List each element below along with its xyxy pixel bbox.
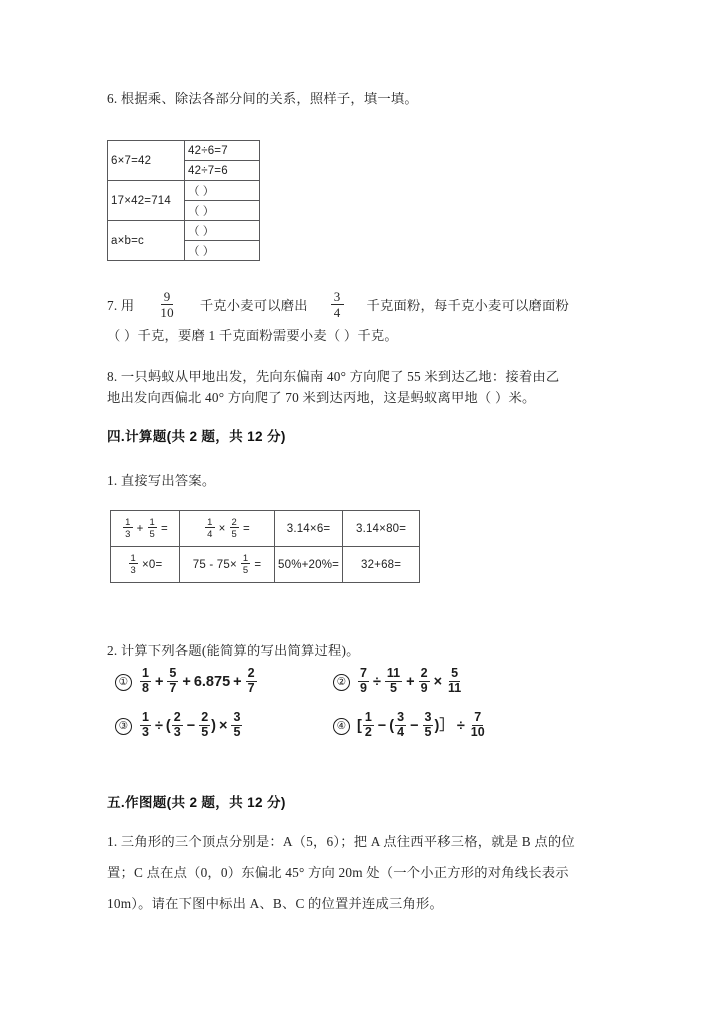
operator: −	[186, 717, 196, 734]
relations-left-0: 6×7=42	[108, 141, 185, 181]
table-row	[111, 547, 420, 583]
relations-right-1-0[interactable]: （ ）	[185, 181, 260, 201]
expression-2-label: ②	[333, 674, 350, 691]
literal: 32+68=	[360, 558, 402, 571]
section-4-heading: 四.计算题(共 2 题，共 12 分)	[107, 429, 286, 444]
question-7-mid-2: 千克面粉，每千克小麦可以磨面粉	[366, 298, 569, 314]
relations-table	[107, 140, 260, 261]
section-5-heading: 五.作图题(共 2 题，共 12 分)	[107, 795, 286, 810]
fraction: $\frac{5}{7}$	[169, 666, 177, 696]
operator: ÷	[154, 717, 163, 734]
operator: ×	[433, 673, 443, 690]
operator: +	[154, 673, 164, 690]
fraction: $\frac{1}{5}$	[149, 515, 155, 539]
operator: =	[254, 558, 262, 571]
fraction: $\frac{11}{5}$	[386, 666, 401, 696]
oral-cell-0-3[interactable]	[343, 511, 420, 547]
section-4-q2-prompt: 2. 计算下列各题(能简算的写出简算过程)。	[107, 643, 360, 658]
operator: +	[136, 522, 144, 535]
fraction: $\frac{1}{4}$	[207, 515, 213, 539]
fraction: $\frac{5}{11}$	[448, 666, 462, 696]
oral-cell-1-0[interactable]	[111, 547, 180, 583]
operator: −	[377, 717, 387, 734]
oral-cell-0-1[interactable]	[180, 511, 275, 547]
operator: +	[406, 673, 415, 690]
question-7-line-1	[107, 291, 569, 320]
fraction: $\frac{2}{7}$	[247, 666, 255, 696]
fraction: $\frac{1}{8}$	[142, 666, 149, 696]
fraction: $\frac{2}{3}$	[173, 710, 181, 740]
literal: )	[434, 717, 440, 734]
literal: 75 - 75×	[192, 558, 237, 571]
operator: ×	[218, 522, 226, 535]
oral-cell-1-1[interactable]	[180, 547, 275, 583]
expression-1	[115, 668, 258, 696]
fraction: $\frac{1}{3}$	[125, 515, 131, 539]
oral-cell-0-0[interactable]	[111, 511, 180, 547]
relations-right-0-0: 42÷6=7	[185, 141, 260, 161]
literal: 50%+20%=	[278, 558, 340, 571]
operator: +	[182, 673, 191, 690]
expression-1-label: ①	[115, 674, 132, 691]
expression-4-row	[333, 712, 488, 740]
fraction: $\frac{2}{9}$	[420, 666, 428, 696]
fraction: $\frac{3}{5}$	[424, 710, 432, 740]
question-8-line-1: 8. 一只蚂蚁从甲地出发，先向东偏南 40° 方向爬了 55 米到达乙地：接着由乙	[107, 369, 560, 384]
expression-2-row	[333, 668, 464, 696]
operator: ÷	[372, 673, 381, 690]
literal: 3.14×6=	[286, 522, 331, 535]
question-7-prefix: 7. 用	[107, 298, 135, 314]
literal: [	[357, 717, 362, 734]
expression-3-label: ③	[115, 718, 132, 735]
expression-3	[115, 712, 243, 740]
literal: ］	[439, 717, 454, 734]
fraction: $\frac{3}{4}$	[397, 710, 405, 740]
fraction: $\frac{3}{5}$	[233, 710, 241, 740]
oral-cell-0-2[interactable]	[275, 511, 343, 547]
table-row	[111, 511, 420, 547]
question-7-line-2: （ ）千克，要磨 1 千克面粉需要小麦（ ）千克。	[107, 328, 398, 343]
fraction: $\frac{2}{5}$	[231, 515, 237, 539]
literal: 3.14×80=	[355, 522, 407, 535]
table-row	[108, 181, 260, 201]
question-8-line-2: 地出发向西偏北 40° 方向爬了 70 米到达丙地，这是蚂蚁离甲地（ ）米。	[107, 390, 536, 405]
oral-calculation-table	[110, 510, 420, 583]
section-5-q1-line-1: 1. 三角形的三个顶点分别是：A（5，6）；把 A 点往西平移三格，就是 B 点的位	[107, 834, 575, 849]
section-4-q1-prompt: 1. 直接写出答案。	[107, 473, 216, 488]
expression-3-row	[115, 712, 243, 740]
oral-cell-1-2[interactable]	[275, 547, 343, 583]
relations-right-2-0[interactable]: （ ）	[185, 221, 260, 241]
fraction: $\frac{1}{3}$	[130, 551, 136, 575]
fraction: $\frac{7}{10}$	[470, 710, 485, 740]
relations-left-2: a×b=c	[108, 221, 185, 261]
operator: ×	[218, 717, 228, 734]
question-7-mid-1: 千克小麦可以磨出	[199, 298, 308, 314]
operator: =	[160, 522, 168, 535]
fraction: $\frac{7}{9}$	[360, 666, 367, 696]
operator: ÷	[456, 717, 465, 734]
expression-1-row	[115, 668, 258, 696]
literal: (	[165, 717, 171, 734]
relations-left-1: 17×42=714	[108, 181, 185, 221]
relations-right-2-1[interactable]: （ ）	[185, 241, 260, 261]
literal: (	[389, 717, 395, 734]
table-row	[108, 141, 260, 161]
question-6-prompt: 6. 根据乘、除法各部分间的关系，照样子，填一填。	[107, 91, 418, 106]
oral-cell-1-3[interactable]	[343, 547, 420, 583]
table-row	[108, 221, 260, 241]
question-7-fraction-1: $\frac{9}{10}$	[160, 289, 174, 320]
literal: 6.875	[193, 673, 231, 690]
operator: −	[410, 717, 419, 734]
expression-4-label: ④	[333, 718, 350, 735]
expression-2	[333, 668, 464, 696]
operator: =	[242, 522, 250, 535]
literal: )	[211, 717, 216, 734]
fraction: $\frac{1}{5}$	[242, 551, 249, 575]
fraction: $\frac{1}{3}$	[142, 710, 149, 740]
relations-right-1-1[interactable]: （ ）	[185, 201, 260, 221]
section-5-q1-line-3: 10m）。请在下图中标出 A、B、C 的位置并连成三角形。	[107, 896, 444, 911]
fraction: $\frac{1}{2}$	[364, 710, 372, 740]
operator: +	[233, 673, 242, 690]
question-7-fraction-2: $\frac{3}{4}$	[331, 290, 344, 319]
section-5-q1-line-2: 置；C 点在点（0，0）东偏北 45° 方向 20m 处（一个小正方形的对角线长表示	[107, 865, 569, 880]
expression-4	[333, 712, 488, 740]
fraction: $\frac{2}{5}$	[201, 710, 209, 740]
literal: ×0=	[142, 558, 163, 571]
relations-right-0-1: 42÷7=6	[185, 161, 260, 181]
